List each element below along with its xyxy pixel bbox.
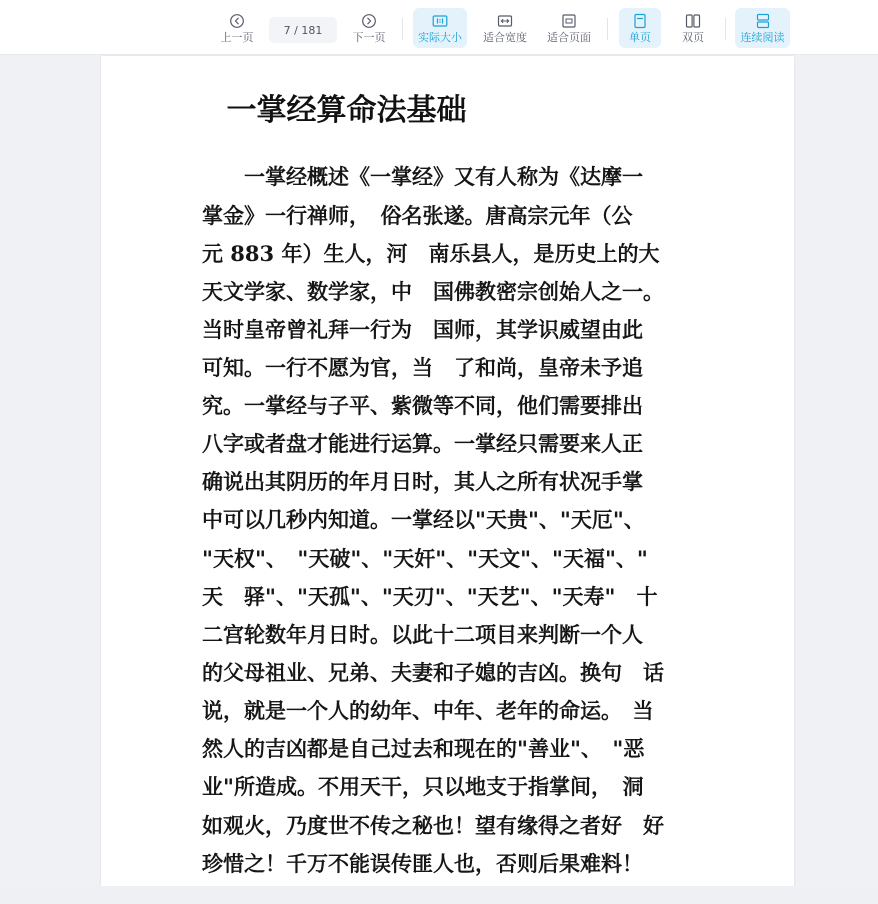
document-text-line: 可知。一行不愿为官，当 了和尚，皇帝未予追 — [202, 355, 643, 380]
document-text-line: 确说出其阴历的年月日时，其人之所有状况手掌 — [202, 469, 643, 494]
page-number-input[interactable] — [269, 17, 337, 43]
document-text-line: 究。一掌经与子平、紫微等不同，他们需要排出 — [202, 393, 643, 418]
document-text-line: 如观火，乃度世不传之秘也！望有缘得之者好 好 — [202, 813, 664, 838]
document-text-line: 元 883 年）生人，河 南乐县人，是历史上的大 — [202, 241, 660, 266]
next-page-button[interactable] — [345, 8, 393, 48]
actual-size-label: 实际大小 — [418, 31, 462, 44]
document-text-line: 八字或者盘才能进行运算。一掌经只需要来人正 — [202, 431, 643, 456]
toolbar-divider — [402, 18, 403, 40]
document-text-line: 掌金》一行禅师， 俗名张遂。唐高宗元年（公 — [202, 203, 633, 228]
document-text-line: 业"所造成。不用天干，只以地支于指掌间， 洞 — [202, 774, 644, 799]
fit-page-label: 适合页面 — [547, 31, 591, 44]
document-text-line: 天 驿"、"天孤"、"天刃"、"天艺"、"天寿" 十 — [202, 584, 658, 609]
previous-page-label: 上一页 — [220, 31, 254, 44]
next-page-label: 下一页 — [352, 31, 386, 44]
document-text-line: 天文学家、数学家，中 国佛教密宗创始人之一。 — [202, 279, 664, 304]
fit-width-button[interactable] — [478, 8, 532, 48]
chevron-left-icon — [229, 13, 245, 29]
single-page-icon — [632, 13, 648, 29]
double-page-button[interactable] — [672, 8, 714, 48]
document-text-line: "天权"、 "天破"、"天奸"、"天文"、"天福"、" — [202, 546, 648, 571]
chevron-right-icon — [361, 13, 377, 29]
continuous-reading-button[interactable] — [735, 8, 790, 48]
document-text-line: 然人的吉凶都是自己过去和现在的"善业"、 "恶 — [202, 736, 645, 761]
document-text-line: 说，就是一个人的幼年、中年、老年的命运。 当 — [202, 698, 654, 723]
document-text-line: 的父母祖业、兄弟、夫妻和子媳的吉凶。换句 话 — [202, 660, 664, 685]
actual-size-button[interactable] — [413, 8, 467, 48]
single-page-button[interactable] — [619, 8, 661, 48]
double-page-label: 双页 — [682, 31, 704, 44]
bottom-status-strip — [0, 886, 878, 904]
document-text-line: 一掌经概述《一掌经》又有人称为《达摩一 — [202, 164, 643, 189]
continuous-reading-icon — [755, 13, 771, 29]
document-text-line: 当时皇帝曾礼拜一行为 国师，其学识威望由此 — [202, 317, 643, 342]
continuous-reading-label: 连续阅读 — [740, 31, 785, 44]
fit-width-icon — [497, 13, 513, 29]
document-text-line: 珍惜之！千万不能误传匪人也，否则后果难料！ — [202, 851, 643, 876]
document-title: 一掌经算命法基础 — [226, 93, 467, 128]
page-indicator-text: 7 / 181 — [283, 23, 323, 37]
document-text-line: 二宫轮数年月日时。以此十二项目来判断一个人 — [202, 622, 643, 647]
toolbar-divider — [607, 18, 608, 40]
previous-page-button[interactable] — [213, 8, 261, 48]
document-text-line: 中可以几秒内知道。一掌经以"天贵"、"天厄"、 — [202, 507, 645, 532]
fit-page-button[interactable] — [542, 8, 596, 48]
fit-width-label: 适合宽度 — [483, 31, 527, 44]
single-page-label: 单页 — [629, 31, 651, 44]
fit-page-icon — [561, 13, 577, 29]
actual-size-icon — [432, 13, 448, 29]
viewer-toolbar — [0, 0, 878, 55]
double-page-icon — [685, 13, 701, 29]
toolbar-divider — [725, 18, 726, 40]
